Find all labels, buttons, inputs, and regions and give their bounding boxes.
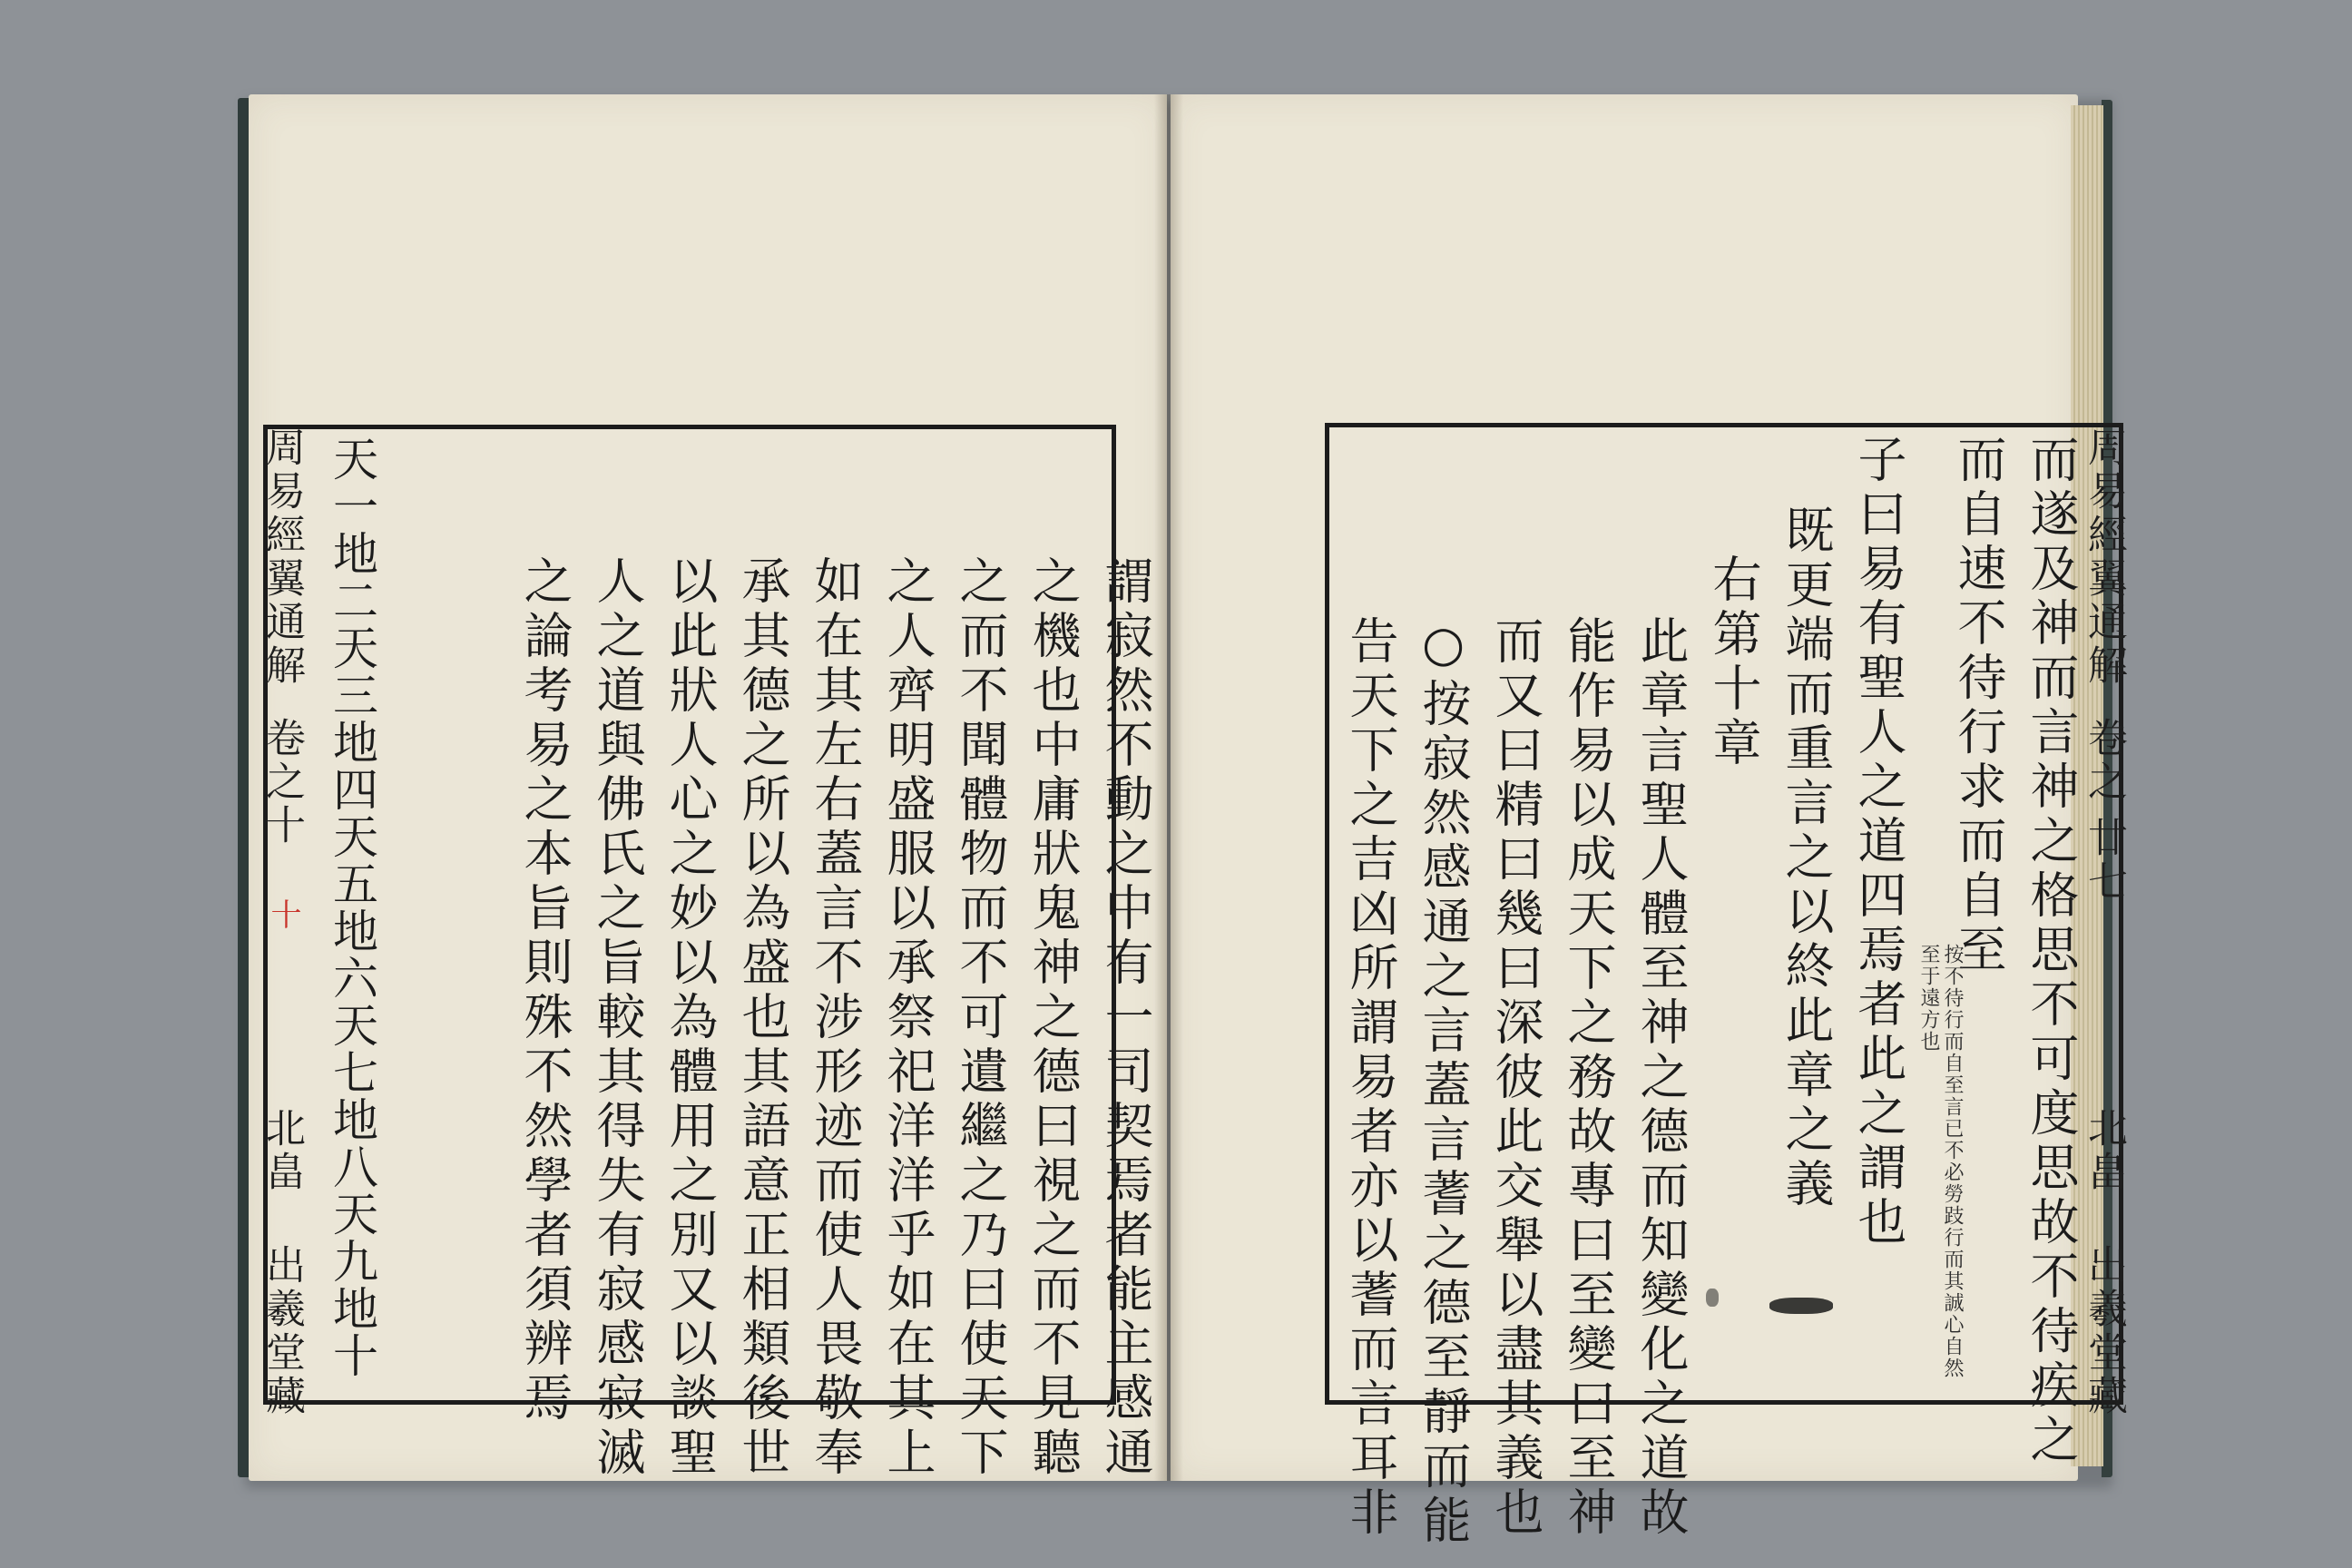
left-column-7: 以此狀人心之妙以為體用之別又以談聖 xyxy=(662,555,719,1481)
left-column-2: 之機也中庸狀鬼神之德曰視之而不見聽 xyxy=(1024,555,1082,1481)
right-column-8: 而又曰精曰幾曰深彼此交舉以盡其義也 xyxy=(1487,615,1544,1541)
left-margin-title: 周易經翼通解 xyxy=(259,426,305,688)
right-column-6: 此章言聖人體至神之德而知變化之道故 xyxy=(1632,615,1690,1541)
right-margin-publisher: 北畠 出羲堂藏 xyxy=(2081,1107,2127,1418)
right-column-4: 既更端而重言之以終此章之義 xyxy=(1778,505,1835,1212)
left-column-numbers: 天一地二天三地四天五地六天七地八天九地十 xyxy=(326,436,378,1379)
book-gutter xyxy=(1154,94,1183,1481)
left-margin-publisher: 北畠 出羲堂藏 xyxy=(259,1107,305,1418)
left-margin-leaf: 十 xyxy=(265,898,301,933)
right-margin-volume: 卷之 xyxy=(2081,717,2127,804)
left-column-1: 謂寂然不動之中有一司契焉者能主感通 xyxy=(1097,555,1154,1481)
left-column-3: 之而不聞體物而不可遺繼之乃曰使天下 xyxy=(952,555,1009,1481)
right-column-10: 告天下之吉凶所謂易者亦以蓍而言耳非 xyxy=(1342,615,1399,1541)
ink-smudge xyxy=(1706,1289,1719,1307)
right-small-note: 按不待行而自至言已不必勞跂行而其誠心自然至于遠方也 xyxy=(1917,944,1964,1379)
right-margin-title: 周易經翼通解 xyxy=(2081,426,2127,688)
right-column-2: 而自速不待行求而自至 xyxy=(1950,434,2007,978)
right-column-9: ○按寂然感通之言蓋言蓍之德至靜而能 xyxy=(1415,615,1472,1549)
left-column-6: 承其德之所以為盛也其語意正相類後世 xyxy=(734,555,791,1481)
left-column-4: 之人齊明盛服以承祭祀洋洋乎如在其上 xyxy=(879,555,936,1481)
right-margin-leaf: 廿七 xyxy=(2081,817,2127,904)
left-column-9: 之論考易之本旨則殊不然學者須辨焉 xyxy=(516,555,573,1426)
left-margin-volume: 卷之十 xyxy=(259,717,305,848)
ink-smudge xyxy=(1769,1298,1833,1314)
right-column-3: 子曰易有聖人之道四焉者此之謂也 xyxy=(1850,434,1907,1250)
left-column-5: 如在其左右蓋言不涉形迹而使人畏敬奉 xyxy=(807,555,864,1481)
right-column-7: 能作易以成天下之務故專曰至變曰至神 xyxy=(1560,615,1617,1541)
right-column-1: 而遂及神而言神之格思不可度思故不待疾之 xyxy=(2023,434,2080,1468)
left-column-8: 人之道與佛氏之旨較其得失有寂感寂滅 xyxy=(589,555,646,1481)
right-column-5: 右第十章 xyxy=(1705,554,1762,771)
